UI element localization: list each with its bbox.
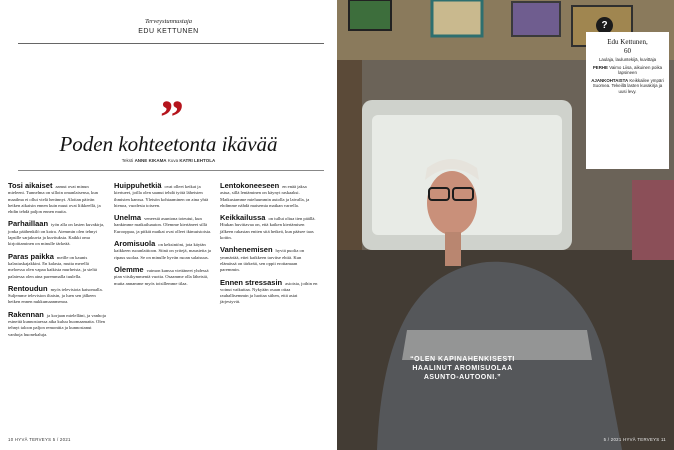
section-heading: Tosi aikaiset — [8, 181, 53, 190]
profile-roles: Laulaja, lauluntekijä, kuvittaja — [598, 57, 657, 62]
column-2 — [114, 183, 212, 431]
section-heading: Paras paikka — [8, 251, 54, 261]
section-text: meille on kaunis kalastuskajakkini. En kalasta, mutta merellä meloessa olen vapaa kaikista murheista, ja sieltä palatessa olen aina paremmalla tuulella. — [8, 254, 97, 279]
section — [114, 264, 212, 287]
pull-quote: “OLEN KAPINAHENKISESTI HAALINUT AROMISUOLAA ASUNTO-AUTOONI.” — [410, 356, 515, 381]
question-mark-icon: ? — [596, 17, 613, 34]
section — [8, 309, 106, 338]
page-footer-right: 5 / 2021 HYVÄ TERVEYS 11 — [603, 437, 666, 442]
section-heading: Unelma — [114, 213, 142, 223]
section-heading: Parhaillaan — [8, 219, 49, 229]
curtain — [632, 180, 674, 260]
section-heading: Lentokoneeseen — [220, 181, 280, 190]
article-body — [8, 183, 328, 431]
section-text: vaimon kanssa viettäneet yhdessä pian viisikymmentä vuotta. Osaamme olla läheisiä, mutta annamme myös toisillemme tilaa. — [114, 267, 209, 286]
right-page — [337, 0, 674, 450]
section-text: ja korjaan mielelläni, ja vanhoja esineitä kunnostaessa aika kuluu huomaamatta. Olen tehnyt taloon paljon remonttia ja kunnostanut vanhoja huonekaluja. — [8, 312, 106, 337]
profile-name — [590, 38, 665, 55]
neck — [445, 232, 461, 266]
profile-name-line: Edu Kettunen, — [607, 38, 648, 46]
page-footer-left: 10 HYVÄ TERVEYS 5 / 2021 — [8, 437, 71, 442]
section-text: veneestä asuntona toteutui, kun hankimme matkailuauton. Olemme kiertäneet sillä Eurooppaa, ja pitkät matkat ovat olleet ikimuistoisia. — [114, 216, 212, 234]
framed-picture-1 — [349, 0, 391, 30]
profile-current-text: Keikkailee ympäri Suomea. Tekeillä lasten kuvakirja ja uusi levy. — [592, 77, 664, 94]
section — [114, 215, 212, 235]
profile-family-text: Vaimo Liisa, aikuinen poika lapsineen — [609, 64, 663, 76]
section-heading: Vanhenemisen — [220, 245, 273, 255]
section-text: myös televisiota katsomalla. Suljemme television iltaisin, ja luen sen jälkeen hetken ennen nukkumaanmenoa. — [8, 286, 103, 305]
section — [114, 183, 212, 209]
face — [427, 171, 477, 235]
section-heading: Rentoudun — [8, 283, 48, 293]
section-kicker: Terveystunnustaja — [144, 18, 193, 25]
section — [220, 277, 318, 306]
section — [8, 221, 106, 247]
byline-photographer: KATRI LEHTOLA — [179, 158, 216, 163]
profile-family — [590, 65, 665, 76]
section — [8, 183, 106, 215]
byline-writer: ANNE KIKAMA — [134, 158, 167, 163]
byline — [0, 158, 337, 163]
title-divider — [18, 170, 324, 171]
section-heading: Keikkailussa — [220, 213, 266, 223]
framed-picture-3 — [512, 2, 560, 36]
section-text: hyviä puolia on ymmärtää, ettei kaikkeen tarvitse ehtiä. Kun elämässä on tärkeää, sen oppii erottamaan paremmin. — [220, 248, 305, 273]
column-1 — [8, 183, 106, 431]
section — [114, 241, 212, 261]
section-text: on keksintöni, jota käytän kaikkeen ruoanlaittoon. Siinä on yrttejä, mausteita ja ripaus suolaa. Se on minulle hyvän ruoan salaisuus. — [114, 242, 211, 260]
section-heading: Rakennan — [8, 309, 44, 319]
profile-current-label: AJANKOHTAISTA — [591, 77, 629, 83]
section-text: ovat olleet keikat ja kiertueet, joilla olen saanut tehdä työtä läheisten ihmisten kanssa. Yleisön kohtaaminen on aina yhtä hienoa, vuodesta toiseen. — [114, 184, 209, 208]
framed-picture-2 — [432, 0, 482, 36]
section-text: työn alla on lasten kuvakirja, jonka päähenkilö on koira. Aiemmin olen tehnyt lapsille sarjakuvia ja kuvituksia. Kaikki oma kirjoittaminen on minulle tärkeää. — [8, 222, 105, 247]
quote-mark-icon: ” — [160, 91, 184, 144]
section — [220, 215, 318, 241]
section-heading: Huippuhetkiä — [114, 181, 162, 190]
section-text: on tullut oltua tien päällä. Hiukan huvittavaa on, että kaiken kiertämisen jälkeen rakastan eniten sitä hetkeä, kun pääsee taas kotiin. — [220, 216, 316, 241]
section-text: asioista, joihin en voinut vaikuttaa. Nykyään osaan ottaa rauhallisemmin ja luottaa siihen, että asiat järjestyvät. — [220, 280, 318, 305]
section — [220, 183, 318, 209]
section — [8, 283, 106, 306]
section-heading: Aromisuola — [114, 239, 156, 249]
profile-family-label: PERHE — [592, 64, 608, 70]
subject-name: EDU KETTUNEN — [138, 28, 199, 35]
section-heading: Olemme — [114, 264, 144, 274]
header-divider — [18, 43, 324, 44]
section — [8, 251, 106, 280]
article-title: Poden kohteetonta ikävää — [59, 132, 278, 156]
profile-box — [586, 32, 669, 169]
byline-photo-label: Kuva — [167, 158, 179, 163]
section-text: aamut ovat minun mieleeni. Tunnelma on silloin omanlaisensa, kun maailma ei ollut vielä herännyt. Aloitan päivän hetken aikaisin ennen kuin muut ovat liikkeellä, ja ehdin tehdä paljon ennen muita. — [8, 184, 101, 215]
byline-text-label: Teksti — [121, 158, 134, 163]
section-text: en enää jaksa astua, sillä lentäminen on käynyt raskaaksi. Matkustamme mieluummin autolla ja laivalla, ja ehdimme nähdä maisemia matkan varrella. — [220, 184, 310, 208]
section-heading: Ennen stressasin — [220, 277, 283, 287]
column-3 — [220, 183, 318, 431]
section — [220, 247, 318, 273]
profile-age: 60 — [624, 46, 631, 55]
profile-current — [590, 78, 665, 95]
